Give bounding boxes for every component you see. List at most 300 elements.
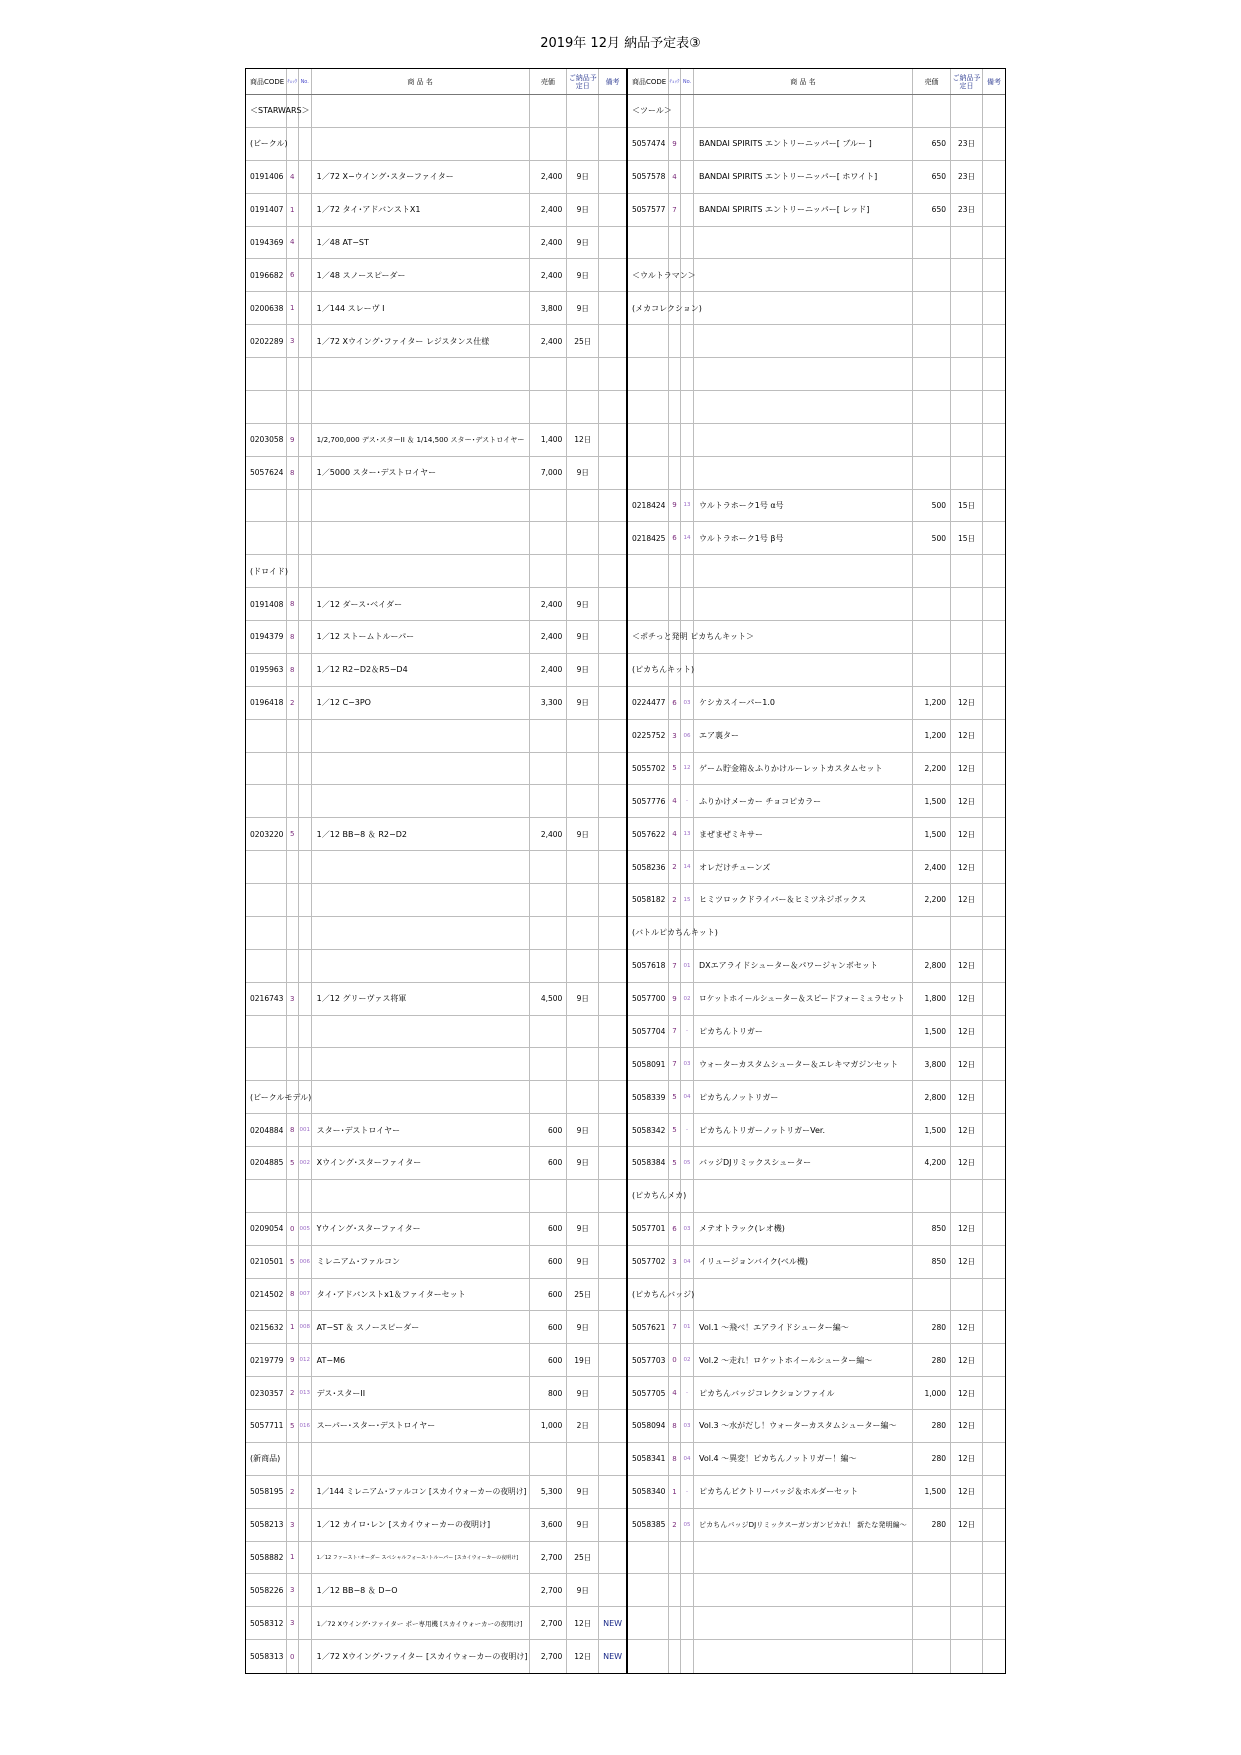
section-label: (ピカちんキット) (632, 665, 695, 675)
item-price: 1,500 (913, 1016, 951, 1048)
item-price: 2,400 (530, 818, 568, 850)
header-code: 商品CODE (628, 69, 669, 94)
item-price (913, 1640, 951, 1673)
item-name: ふりかけメーカー チョコピカラー (694, 785, 913, 817)
check-digit: 3 (287, 1574, 299, 1606)
item-code (246, 95, 310, 127)
item-name: 1／12 ストームトルーパー (312, 621, 530, 653)
item-name (312, 851, 530, 883)
item-name: ウルトラホーク1号 α号 (694, 490, 913, 522)
check-digit (287, 884, 299, 916)
delivery-date: 12日 (951, 983, 983, 1015)
check-digit (287, 1180, 299, 1212)
item-code: 5058213 (246, 1509, 287, 1541)
remarks (983, 621, 1005, 653)
item-name (312, 1081, 530, 1113)
item-name (312, 884, 530, 916)
delivery-date (567, 1048, 599, 1080)
item-code: 5058339 (628, 1081, 669, 1113)
delivery-date: 12日 (951, 1377, 983, 1409)
item-name (312, 95, 530, 127)
item-name (312, 785, 530, 817)
item-price (530, 884, 568, 916)
delivery-date: 15日 (951, 490, 983, 522)
remarks (983, 753, 1005, 785)
item-code (246, 753, 287, 785)
check-digit (669, 424, 681, 456)
item-number (681, 1640, 694, 1673)
section-row (628, 654, 1005, 687)
item-code (246, 522, 287, 554)
check-digit (287, 490, 299, 522)
item-name: ウルトラホーク1号 β号 (694, 522, 913, 554)
item-name: BANDAI SPIRITS エントリーニッパー[ ブルー ] (694, 128, 913, 160)
delivery-date (567, 1180, 599, 1212)
remarks (983, 259, 1005, 291)
remarks (599, 522, 626, 554)
item-name: BANDAI SPIRITS エントリーニッパー[ レッド] (694, 194, 913, 226)
table-row (628, 1016, 1005, 1049)
table-row (628, 1246, 1005, 1279)
item-name (312, 1443, 530, 1475)
item-number (681, 1574, 694, 1606)
table-row (246, 194, 626, 227)
empty-row (628, 358, 1005, 391)
delivery-date (951, 292, 983, 324)
delivery-date (567, 522, 599, 554)
item-number (299, 1443, 312, 1475)
item-name (694, 227, 913, 259)
item-name (694, 654, 913, 686)
check-digit: 9 (287, 1344, 299, 1376)
delivery-date: 12日 (951, 1246, 983, 1278)
delivery-date: 25日 (567, 1542, 599, 1574)
header-price: 売価 (530, 69, 568, 94)
item-number (299, 884, 312, 916)
check-digit (669, 1607, 681, 1639)
item-code: 5058195 (246, 1476, 287, 1508)
remarks (983, 1574, 1005, 1606)
delivery-date (951, 227, 983, 259)
item-code: 5058182 (628, 884, 669, 916)
remarks (983, 1377, 1005, 1409)
delivery-date (567, 720, 599, 752)
check-digit: 2 (287, 1476, 299, 1508)
check-digit: 5 (669, 1081, 681, 1113)
remarks (983, 1213, 1005, 1245)
table-row (246, 654, 626, 687)
item-name (694, 424, 913, 456)
item-name (312, 555, 530, 587)
item-code: 5058094 (628, 1410, 669, 1442)
remarks (599, 621, 626, 653)
check-digit: 0 (287, 1640, 299, 1673)
item-name (694, 358, 913, 390)
item-number (299, 259, 312, 291)
table-row (246, 1542, 626, 1575)
item-name (312, 1048, 530, 1080)
remarks (599, 917, 626, 949)
remarks (599, 1180, 626, 1212)
item-code: 5057776 (628, 785, 669, 817)
item-number: 03 (681, 687, 694, 719)
item-price (913, 621, 951, 653)
item-number (299, 588, 312, 620)
table-row (628, 753, 1005, 786)
table-row (246, 1640, 626, 1673)
item-number: 14 (681, 522, 694, 554)
item-code: 0194369 (246, 227, 287, 259)
delivery-date: 12日 (567, 1607, 599, 1639)
item-code (628, 358, 669, 390)
delivery-date (951, 1574, 983, 1606)
item-code (628, 621, 755, 653)
check-digit: 1 (287, 292, 299, 324)
delivery-date (951, 917, 983, 949)
item-code (246, 391, 287, 423)
item-price (530, 490, 568, 522)
item-name: 1／144 スレーヴ I (312, 292, 530, 324)
item-number (299, 785, 312, 817)
item-number (681, 588, 694, 620)
header-date: ご納品予定日 (567, 69, 599, 94)
check-digit: 0 (287, 1213, 299, 1245)
delivery-date: 9日 (567, 621, 599, 653)
item-name: 1／144 ミレニアム･ファルコン [スカイウォーカーの夜明け] (312, 1476, 530, 1508)
item-name: スーパー･スター･デストロイヤー (312, 1410, 530, 1442)
check-digit: 3 (287, 1607, 299, 1639)
item-number: 013 (299, 1377, 312, 1409)
delivery-date (567, 555, 599, 587)
check-digit: 3 (669, 1246, 681, 1278)
remarks (983, 588, 1005, 620)
delivery-date (951, 391, 983, 423)
item-code (628, 588, 669, 620)
item-name: 1／12 C−3PO (312, 687, 530, 719)
delivery-schedule-table (245, 68, 1006, 1674)
item-number (681, 1542, 694, 1574)
table-row (628, 720, 1005, 753)
item-price: 3,800 (530, 292, 568, 324)
item-name: メテオトラック(レオ機) (694, 1213, 913, 1245)
item-name: 1／12 ダース･ベイダー (312, 588, 530, 620)
check-digit: 9 (287, 424, 299, 456)
empty-row (628, 424, 1005, 457)
item-price (913, 391, 951, 423)
table-row (628, 1147, 1005, 1180)
remarks (983, 325, 1005, 357)
table-row (246, 259, 626, 292)
delivery-date (951, 325, 983, 357)
table-row (246, 1476, 626, 1509)
section-row (628, 917, 1005, 950)
table-header (246, 69, 626, 95)
item-code (628, 555, 669, 587)
item-price (913, 358, 951, 390)
item-number (299, 851, 312, 883)
item-number: - (681, 1476, 694, 1508)
item-code (628, 1180, 687, 1212)
item-code: 5058341 (628, 1443, 669, 1475)
delivery-date (567, 1081, 599, 1113)
table-row (246, 1114, 626, 1147)
remarks (599, 1410, 626, 1442)
empty-row (628, 325, 1005, 358)
table-row (628, 128, 1005, 161)
section-label: ＜ツール＞ (632, 106, 672, 116)
check-digit: 3 (287, 1509, 299, 1541)
delivery-date: 9日 (567, 227, 599, 259)
item-price: 600 (530, 1114, 568, 1146)
item-name (694, 588, 913, 620)
header-name: 商 品 名 (312, 69, 530, 94)
item-price: 2,700 (530, 1542, 568, 1574)
remarks (983, 720, 1005, 752)
remarks (983, 1016, 1005, 1048)
remarks (599, 720, 626, 752)
header-note: 備考 (987, 77, 1001, 86)
item-number (299, 1509, 312, 1541)
item-price (530, 1048, 568, 1080)
check-digit: 8 (287, 654, 299, 686)
item-price: 2,700 (530, 1607, 568, 1639)
item-number: 03 (681, 1213, 694, 1245)
item-price (530, 1016, 568, 1048)
item-number (299, 161, 312, 193)
item-code (246, 1048, 287, 1080)
empty-row (246, 917, 626, 950)
remarks (983, 917, 1005, 949)
remarks (599, 259, 626, 291)
remarks (983, 1640, 1005, 1673)
item-code (246, 851, 287, 883)
remarks (599, 1213, 626, 1245)
table-row (246, 983, 626, 1016)
check-digit: 7 (669, 950, 681, 982)
item-number: - (681, 1377, 694, 1409)
remarks (599, 818, 626, 850)
item-name (312, 1016, 530, 1048)
item-name: Vol.4 ～異変！ピカちんノットリガー！編～ (694, 1443, 913, 1475)
remarks (599, 983, 626, 1015)
item-name (694, 457, 913, 489)
delivery-date (567, 950, 599, 982)
table-row (628, 194, 1005, 227)
check-digit: 9 (669, 490, 681, 522)
item-code: 5057700 (628, 983, 669, 1015)
check-digit: 2 (669, 851, 681, 883)
item-code: 0209054 (246, 1213, 287, 1245)
delivery-date (951, 1180, 983, 1212)
table-row (246, 1279, 626, 1312)
remarks (983, 1114, 1005, 1146)
check-digit: 4 (669, 161, 681, 193)
check-digit: 4 (287, 227, 299, 259)
section-label: ＜ポチっと発明 ピカちんキット＞ (632, 632, 755, 642)
item-code (246, 358, 287, 390)
remarks (599, 1114, 626, 1146)
item-code: 5058342 (628, 1114, 669, 1146)
delivery-date: 19日 (567, 1344, 599, 1376)
item-number (299, 325, 312, 357)
item-code (628, 1279, 695, 1311)
item-number: 012 (299, 1344, 312, 1376)
item-code (628, 1607, 669, 1639)
item-number (299, 917, 312, 949)
item-price: 500 (913, 490, 951, 522)
delivery-date: 9日 (567, 1114, 599, 1146)
item-number: 005 (299, 1213, 312, 1245)
delivery-date: 12日 (951, 884, 983, 916)
item-name: 1/2,700,000 デス･スターII ＆ 1/14,500 スター･デストロイヤー (312, 424, 530, 456)
section-label: ＜ウルトラマン＞ (632, 270, 696, 280)
delivery-date (567, 358, 599, 390)
item-name: ウォーターカスタムシューター＆エレキマガジンセット (694, 1048, 913, 1080)
item-code: 0214502 (246, 1279, 287, 1311)
delivery-date: 12日 (951, 753, 983, 785)
item-name: スター･デストロイヤー (312, 1114, 530, 1146)
item-number: 05 (681, 1147, 694, 1179)
delivery-date (567, 95, 599, 127)
delivery-date (567, 490, 599, 522)
item-number: - (681, 1016, 694, 1048)
check-digit (287, 1016, 299, 1048)
table-row (628, 687, 1005, 720)
delivery-date: 9日 (567, 1509, 599, 1541)
item-number (299, 687, 312, 719)
section-row (628, 621, 1005, 654)
item-number: 002 (299, 1147, 312, 1179)
item-name (694, 1279, 913, 1311)
check-digit: 7 (669, 1311, 681, 1343)
item-name: イリュージョンバイク(ベル機) (694, 1246, 913, 1278)
check-digit (287, 851, 299, 883)
check-digit: 5 (669, 1147, 681, 1179)
remarks (983, 457, 1005, 489)
check-digit (669, 1542, 681, 1574)
item-price: 2,400 (530, 227, 568, 259)
item-number (299, 490, 312, 522)
item-price: 2,700 (530, 1640, 568, 1673)
delivery-date: 12日 (951, 1509, 983, 1541)
remarks (599, 391, 626, 423)
remarks (983, 1443, 1005, 1475)
item-number (681, 128, 694, 160)
item-code: 0196682 (246, 259, 287, 291)
item-name: エア裏ター (694, 720, 913, 752)
table-row (246, 1410, 626, 1443)
table-row (628, 161, 1005, 194)
empty-row (246, 950, 626, 983)
delivery-date (567, 391, 599, 423)
item-number (681, 457, 694, 489)
item-name: 1／72 タイ･アドバンストX1 (312, 194, 530, 226)
item-price: 2,800 (913, 950, 951, 982)
empty-row (246, 785, 626, 818)
item-number (299, 522, 312, 554)
remarks (599, 1509, 626, 1541)
table-row (628, 1081, 1005, 1114)
check-digit: 9 (669, 128, 681, 160)
item-price: 1,500 (913, 818, 951, 850)
item-price: 3,800 (913, 1048, 951, 1080)
remarks (599, 654, 626, 686)
item-name (694, 325, 913, 357)
check-digit (287, 522, 299, 554)
item-code: 0224477 (628, 687, 669, 719)
empty-row (246, 1180, 626, 1213)
item-code (246, 555, 287, 587)
section-row (246, 555, 626, 588)
remarks (983, 358, 1005, 390)
delivery-date (567, 128, 599, 160)
item-code: 5057578 (628, 161, 669, 193)
item-number: 04 (681, 1443, 694, 1475)
remarks (599, 1279, 626, 1311)
check-digit: 6 (669, 687, 681, 719)
delivery-date: 12日 (951, 851, 983, 883)
remarks (599, 1476, 626, 1508)
item-price: 1,500 (913, 1476, 951, 1508)
item-name (312, 391, 530, 423)
item-code: 0194379 (246, 621, 287, 653)
item-price: 600 (530, 1279, 568, 1311)
item-number (299, 194, 312, 226)
delivery-date: 23日 (951, 194, 983, 226)
check-digit (287, 128, 299, 160)
item-name: 1／12 BB−8 ＆ R2−D2 (312, 818, 530, 850)
delivery-date: 12日 (951, 687, 983, 719)
item-name (694, 391, 913, 423)
item-number (681, 424, 694, 456)
delivery-date (951, 259, 983, 291)
delivery-date: 2日 (567, 1410, 599, 1442)
delivery-date: 9日 (567, 983, 599, 1015)
item-number: 05 (681, 1509, 694, 1541)
item-number: 001 (299, 1114, 312, 1146)
item-price: 2,800 (913, 1081, 951, 1113)
item-price (530, 128, 568, 160)
item-code: 5057705 (628, 1377, 669, 1409)
item-name: 1／72 Xウイング･ファイター [スカイウォーカーの夜明け] (312, 1640, 530, 1673)
remarks (983, 950, 1005, 982)
item-code: 0203220 (246, 818, 287, 850)
table-row (246, 1311, 626, 1344)
header-price: 売価 (913, 69, 951, 94)
item-price: 1,500 (913, 785, 951, 817)
item-name (694, 95, 913, 127)
item-code: 5058882 (246, 1542, 287, 1574)
item-price: 2,400 (530, 161, 568, 193)
table-row (246, 1344, 626, 1377)
check-digit: 4 (669, 818, 681, 850)
item-price: 650 (913, 128, 951, 160)
item-code (246, 1180, 287, 1212)
delivery-date (951, 95, 983, 127)
remarks (599, 1574, 626, 1606)
item-code (246, 1081, 312, 1113)
remarks: NEW (603, 1618, 623, 1628)
remarks (983, 1509, 1005, 1541)
table-row (628, 983, 1005, 1016)
remarks (599, 292, 626, 324)
item-price (530, 391, 568, 423)
empty-row (628, 1607, 1005, 1640)
check-digit (669, 1640, 681, 1673)
table-row (246, 457, 626, 490)
item-price: 2,400 (530, 654, 568, 686)
delivery-date: 12日 (567, 1640, 599, 1673)
